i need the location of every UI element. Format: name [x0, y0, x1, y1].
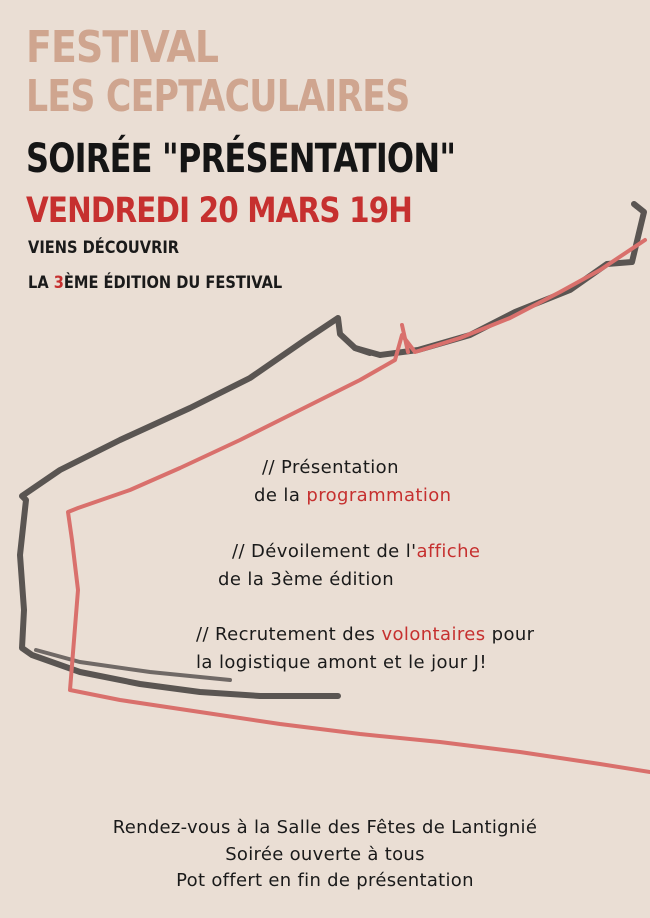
item-3-highlight: volontaires — [381, 624, 486, 645]
subtitle-edition-number: 3 — [53, 273, 64, 293]
subtitle-line2-prefix: LA — [28, 273, 54, 293]
item-3-line2: la logistique amont et le jour J! — [196, 652, 487, 673]
footer-open-to-all: Soirée ouverte à tous — [225, 844, 425, 865]
item-3-line1 — [196, 624, 534, 645]
festival-title-line2: LES CEPTACULAIRES — [26, 71, 410, 122]
event-title: SOIRÉE "PRÉSENTATION" — [26, 136, 456, 182]
item-3-line1-prefix: // Recrutement des — [196, 624, 382, 645]
event-date: VENDREDI 20 MARS 19H — [26, 191, 413, 231]
item-3-line1-suffix: pour — [485, 624, 535, 645]
item-1-highlight: programmation — [306, 485, 452, 506]
footer-venue: Rendez-vous à la Salle des Fêtes de Lantignié — [112, 817, 538, 838]
footer-drinks: Pot offert en fin de présentation — [176, 870, 474, 891]
item-2-line1 — [232, 541, 480, 562]
item-1-line2-prefix: de la — [254, 485, 307, 506]
pink-tent-outline — [68, 240, 650, 772]
festival-title-line1: FESTIVAL — [26, 22, 219, 73]
subtitle-line2 — [28, 273, 282, 293]
item-2-line1-prefix: // Dévoilement de l' — [232, 541, 417, 562]
subtitle-line2-suffix: ÈME ÉDITION DU FESTIVAL — [63, 273, 283, 293]
subtitle-line1: VIENS DÉCOUVRIR — [28, 238, 180, 258]
item-2-line2: de la 3ème édition — [218, 569, 395, 590]
item-1-line1: // Présentation — [262, 457, 399, 478]
item-2-highlight: affiche — [416, 541, 481, 562]
item-1-line2 — [254, 485, 451, 506]
